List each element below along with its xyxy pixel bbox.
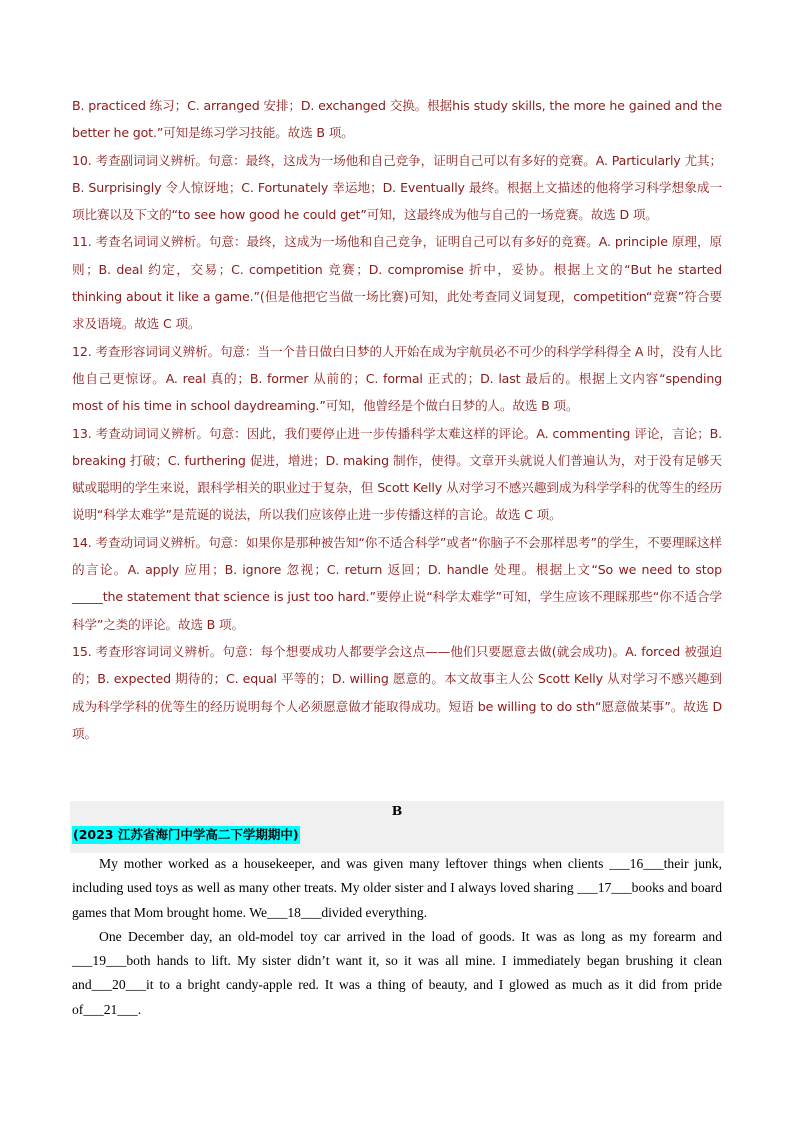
passage-text: divided everything. xyxy=(321,904,428,920)
blank-19: ___19___ xyxy=(72,953,127,969)
passage-text: . xyxy=(137,1001,142,1017)
answer-12: 12. 考查形容词词义辨析。句意：当一个昔日做白日梦的人开始在成为宇航员必不可少的科学学科得全 A 时，没有人比他自己更惊讶。A. real 真的；B. former 从前的；C. formal 正式的；D. last 最后的。根据上文内容“spending most of his time in school daydreaming.”可知，他曾经是个做白日梦的人。故选 B 项。 xyxy=(72,343,722,414)
answer-13: 13. 考查动词词义辨析。句意：因此，我们要停止进一步传播科学太难这样的评论。A. commenting 评论，言论；B. breaking 打破；C. furthering 促进，增进；D. making 制作，使得。文章开头就说人们普遍认为，对于没有足够天赋或聪明的学生来说，跟科学相关的职业过于复杂，但 Scott Kelly 从对学习不感兴趣到成为科学学科的优等生的经历说明“科学太难学”是荒诞的说法，所以我们应该停止进一步传播这样的言论。故选 C 项。 xyxy=(72,425,722,523)
blank-17: ___17___ xyxy=(577,880,632,896)
answer-9-continued: B. practiced 练习；C. arranged 安排；D. exchanged 交换。根据his study skills, the more he gained and the better he got.”可知是练习学习技能。故选 B 项。 xyxy=(72,98,722,141)
blank-18: ___18___ xyxy=(266,904,322,920)
answer-14: 14. 考查动词词义辨析。句意：如果你是那种被告知“你不适合科学”或者“你脑子不会那样思考”的学生，不要理睬这样的言论。A. apply 应用；B. ignore 忽视；C. return 返回；D. handle 处理。根据上文“So we need to stop _____the statement that science is just too hard.”要停止说“科学太难学”可知，学生应该不理睬那些“你不适合学科学”之类的评论。故选 B 项。 xyxy=(72,534,722,632)
answer-explanations xyxy=(72,92,722,747)
answer-10: 10. 考查副词词义辨析。句意：最终，这成为一场他和自己竞争，证明自己可以有多好的竞赛。A. Particularly 尤其；B. Surprisingly 令人惊讶地；C. Fortunately 幸运地；D. Eventually 最终。根据上文描述的他将学习科学想象成一项比赛以及下文的“to see how good he could get”可知，这最终成为他与自己的一场竞赛。故选 D 项。 xyxy=(72,152,722,223)
passage-text: both hands to lift. My sister didn’t want it, so it was all mine. I immediately began brushing it clean and xyxy=(72,953,722,993)
blank-20: ___20___ xyxy=(91,977,147,993)
passage-paragraph-2 xyxy=(72,925,722,1022)
answer-11: 11. 考查名词词义辨析。句意：最终，这成为一场他和自己竞争，证明自己可以有多好的竞赛。A. principle 原理，原则；B. deal 约定，交易；C. competition 竞赛；D. compromise 折中，妥协。根据上文的“But he started thinking about it like a game.”(但是他把它当做一场比赛)可知，此处考查同义词复现，competition“竞赛”符合要求及语境。故选 C 项。 xyxy=(72,234,722,332)
blank-16: ___16___ xyxy=(609,856,664,871)
passage-text: their junk, including used toys as well as many other treats. My older sister and I always loved sharing xyxy=(72,856,722,896)
cloze-passage xyxy=(72,852,722,1022)
passage-text: My mother worked as a housekeeper, and was given many leftover things when clients xyxy=(99,856,610,871)
blank-21: ___21___ xyxy=(83,1001,138,1017)
passage-text: books and board games that Mom brought home. We xyxy=(72,880,722,920)
passage-text: One December day, an old-model toy car arrived in the load of goods. It was as long as my forearm and xyxy=(99,928,722,944)
source-tag: (2023 江苏省海门中学高二下学期期中) xyxy=(73,827,299,842)
answer-15: 15. 考查形容词词义辨析。句意：每个想要成功人都要学会这点——他们只要愿意去做(就会成功)。A. forced 被强迫的；B. expected 期待的；C. equal 平等的；D. willing 愿意的。本文故事主人公 Scott Kelly 从对学习不感兴趣到成为科学学科的优等生的经历说明每个人必须愿意做才能取得成功。短语 be willing to do sth“愿意做某事”。故选 D 项。 xyxy=(72,643,722,741)
passage-text: it to a bright candy-apple red. It was a thing of beauty, and I glowed as much as it did from pride of xyxy=(72,977,722,1017)
section-letter: B xyxy=(391,803,403,818)
passage-paragraph-1 xyxy=(72,852,722,925)
